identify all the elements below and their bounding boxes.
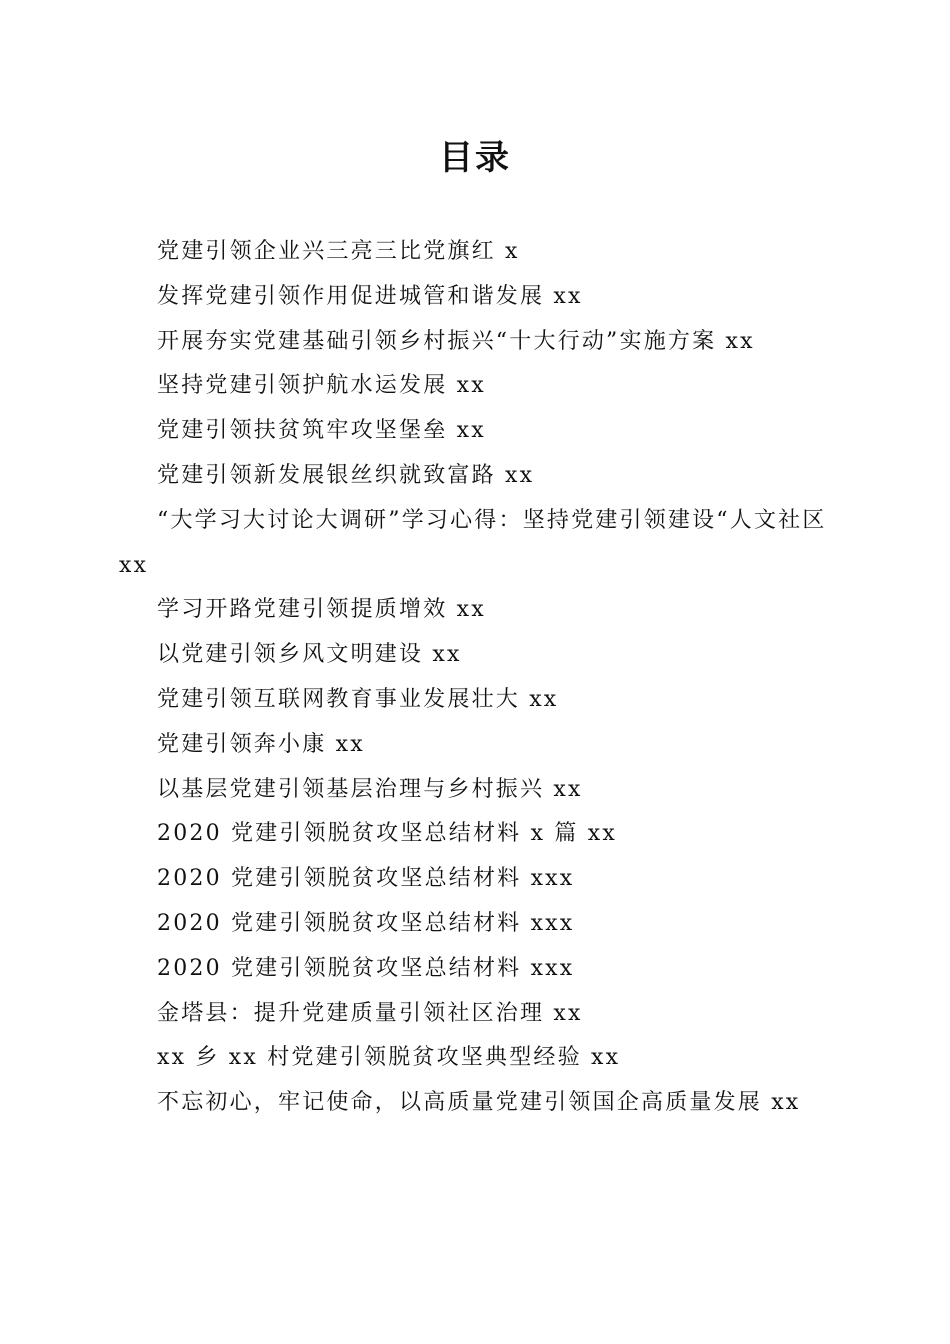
toc-entry[interactable]: 2020 党建引领脱贫攻坚总结材料 xxx: [157, 866, 575, 892]
toc-entry[interactable]: 党建引领扶贫筑牢攻坚堡垒 xx: [157, 418, 486, 444]
toc-entry[interactable]: 金塔县：提升党建质量引领社区治理 xx: [157, 1000, 583, 1026]
toc-entry[interactable]: 党建引领企业兴三亮三比党旗红 x: [157, 239, 520, 264]
toc-entry[interactable]: 不忘初心，牢记使命，以高质量党建引领国企高质量发展 xx: [157, 1090, 801, 1116]
toc-entry[interactable]: 党建引领新发展银丝织就致富路 xx: [157, 462, 535, 488]
toc-entry[interactable]: 坚持党建引领护航水运发展 xx: [157, 373, 486, 399]
toc-entry[interactable]: 学习开路党建引领提质增效 xx: [157, 597, 486, 623]
toc-entry[interactable]: 2020 党建引领脱贫攻坚总结材料 xxx: [157, 910, 575, 936]
toc-entry[interactable]: xx 乡 xx 村党建引领脱贫攻坚典型经验 xx: [157, 1045, 621, 1071]
toc-entry[interactable]: 开展夯实党建基础引领乡村振兴“十大行动”实施方案 xx: [157, 328, 755, 354]
toc-entry[interactable]: 党建引领奔小康 xx: [157, 731, 365, 757]
toc-entry[interactable]: 以党建引领乡风文明建设 xx: [157, 642, 462, 668]
toc-entry[interactable]: 2020 党建引领脱贫攻坚总结材料 x 篇 xx: [157, 821, 617, 847]
toc-entry[interactable]: 发挥党建引领作用促进城管和谐发展 xx: [157, 283, 583, 309]
table-of-contents: [119, 230, 831, 1126]
toc-entry[interactable]: 党建引领互联网教育事业发展壮大 xx: [157, 686, 559, 712]
toc-entry[interactable]: “大学习大讨论大调研”学习心得：坚持党建引领建设“人文社区 xx: [119, 507, 827, 578]
toc-entry[interactable]: 2020 党建引领脱贫攻坚总结材料 xxx: [157, 955, 575, 981]
page-title: 目录: [439, 138, 511, 178]
toc-entry[interactable]: 以基层党建引领基层治理与乡村振兴 xx: [157, 776, 583, 802]
